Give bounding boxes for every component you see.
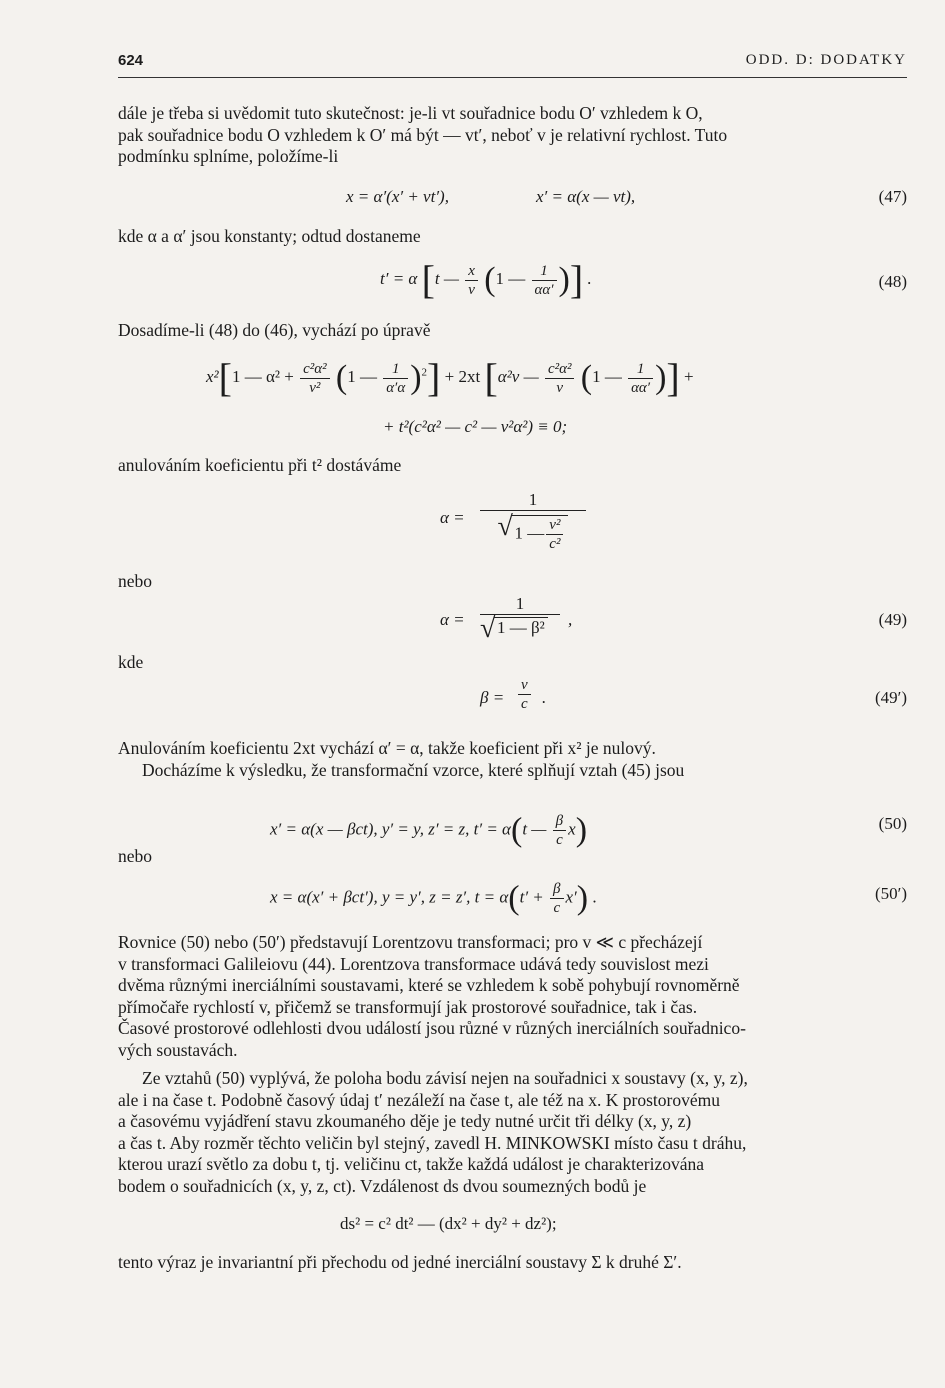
text-line: pak souřadnice bodu O vzhledem k O′ má být — vt′, neboť v je relativní rychlost. Tuto [118,124,728,145]
text-line: nebo [118,571,153,591]
eq49p-lhs: β = [480,688,505,707]
equation-50 [118,800,907,849]
eq49p-fraction: $\frac{v}{c}$ [516,676,533,713]
text-line: bodem o souřadnicích (x, y, z, ct). Vzdálenost ds dvou soumezných bodů je [118,1175,647,1196]
equation-expanded-1 [118,354,907,408]
text-line: nebo [118,846,153,866]
eq48-number: (48) [878,272,907,291]
text-kde-2 [118,652,907,674]
text-line: dvěma různými inerciálními soustavami, které se vzhledem k sobě pohybují rovnoměrně [118,975,740,996]
text-anulovanim [118,455,907,477]
equation-48 [118,258,907,308]
equation-alpha-full [118,490,907,570]
ds-equation: ds² = c² dt² — (dx² + dy² + dz²); [340,1214,557,1233]
eq49p-number: (49′) [874,688,907,707]
equation-ds [118,1214,907,1244]
text-line: a časovému vyjádření stavu zkoumaného děje je tedy nutné určit tři délky (x, y, z) [118,1111,692,1132]
text-line: Anulováním koeficientu 2xt vychází α′ = α, takže koeficient při x² je nulový. [118,738,656,758]
paragraph-invariant [118,1252,907,1274]
paragraph-intro [118,103,907,168]
equation-47 [118,187,907,217]
text-dosadime [118,320,907,342]
eq47-number: (47) [878,187,907,206]
eq48-body: t′ = α [t — $\frac{x}{v}$ (1 — $\frac{1}{\alpha\alpha'}$ )] . [380,257,592,302]
alpha-lhs: α = [440,508,465,527]
text-line: přímočaře rychlostí v, přičemž se transformují jak prostorové souřadnice, tak i čas. [118,996,698,1017]
text-line: v transformaci Galileiovu (44). Lorentzova transformace udává tedy souvislost mezi [118,953,709,974]
eq48-one-minus: 1 — [495,268,526,288]
expanded-line-2: + t²(c²α² — c² — v²α²) ≡ 0; [383,417,568,436]
text-line: Rovnice (50) nebo (50′) představují Lorentzovu transformaci; pro v ≪ c přecházejí [118,932,703,952]
text-line: ale i na čase t. Podobně časový údaj t′ nezáleží na čase t, ale též na x. K prostorovému [118,1089,720,1110]
eq49-fraction: 1 √ 1 — β² [480,594,560,638]
text-line: vých soustavách. [118,1039,238,1060]
page-header [118,52,907,74]
text-line: a čas t. Aby rozměr těchto veličin byl stejný, zavedl H. MINKOWSKI místo času t dráhu, [118,1132,747,1153]
paragraph-anulovanim [118,738,907,781]
text-nebo-2 [118,846,907,868]
text-line: tento výraz je invariantní při přechodu od jedné inerciální soustavy Σ k druhé Σ′. [118,1252,682,1272]
eq48-t: t — [434,268,460,288]
text-line: Časové prostorové odlehlosti dvou událostí jsou různé v různých inerciálních souřadnico- [118,1018,746,1039]
text-line: podmínku splníme, položíme-li [118,146,339,167]
alpha-fraction: 1 √ 1 — $\frac{\text{v²}}{\text{c²}}$ [480,490,586,553]
paragraph-lorentz [118,932,907,1062]
fraction: $\frac{1}{\alpha\alpha'}$ [532,262,557,299]
eq47-right: x′ = α(x — vt), [536,187,636,206]
fraction: $\frac{x}{v}$ [465,262,478,299]
eq47-left: x = α′(x′ + vt′), [346,187,449,206]
eq50-number: (50) [878,814,907,833]
page-number: 624 [118,52,144,69]
equation-49-prime: β = $\frac{v}{c}$ . (49′) [480,677,907,712]
text-nebo-1 [118,571,907,593]
text-line: kterou urazí světlo za dobu t, tj. veličinu ct, takže každá událost je charakterizována [118,1154,705,1175]
eq50-body: x′ = α(x — βct), y′ = y, z′ = z, t′ = α(t — $\frac{\beta}{c}$ x) [270,811,588,849]
paragraph-minkowski [118,1068,907,1198]
text-line: dále je třeba si uvědomit tuto skutečnost: je-li vt souřadnice bodu O′ vzhledem k O, [118,103,703,123]
eq49-lhs: α = [440,610,465,629]
text-kde-constants [118,226,907,248]
text-line: kde [118,652,144,672]
equation-49: α = 1 √ 1 — β² , (49) [440,594,907,644]
expanded-body: x²[1 — α² + $\frac{\text{c²α²}}{\text{v²}}$ (1 — $\frac{1}{\alpha'\alpha}$ )$^2$] + 2xt [α²v — $\frac{\text{c²α²}}{v}$ (1 — $\frac{1}{\alpha\alpha'}$ )] + [206,355,694,400]
eq50p-number: (50′) [874,884,907,903]
text-line: Ze vztahů (50) vyplývá, že poloha bodu závisí nejen na souřadnici x soustavy (x, y, z), [142,1068,748,1088]
text-line: Docházíme k výsledku, že transformační vzorce, které splňují vztah (45) jsou [142,759,685,780]
text-line: kde α a α′ jsou konstanty; odtud dostaneme [118,226,421,246]
equation-expanded-2 [118,417,907,447]
text-line: anulováním koeficientu při t² dostáváme [118,455,402,475]
header-rule [118,77,907,78]
running-title: ODD. D: DODATKY [745,52,907,68]
equation-50-prime [118,868,907,917]
text-line: Dosadíme-li (48) do (46), vychází po úpravě [118,320,431,340]
eq49-number: (49) [878,610,907,629]
eq48-lhs: t′ = α [380,268,418,288]
eq50p-body: x = α(x′ + βct′), y = y′, z = z′, t = α(t′ + $\frac{\beta}{c}$ x′) . [270,879,597,917]
